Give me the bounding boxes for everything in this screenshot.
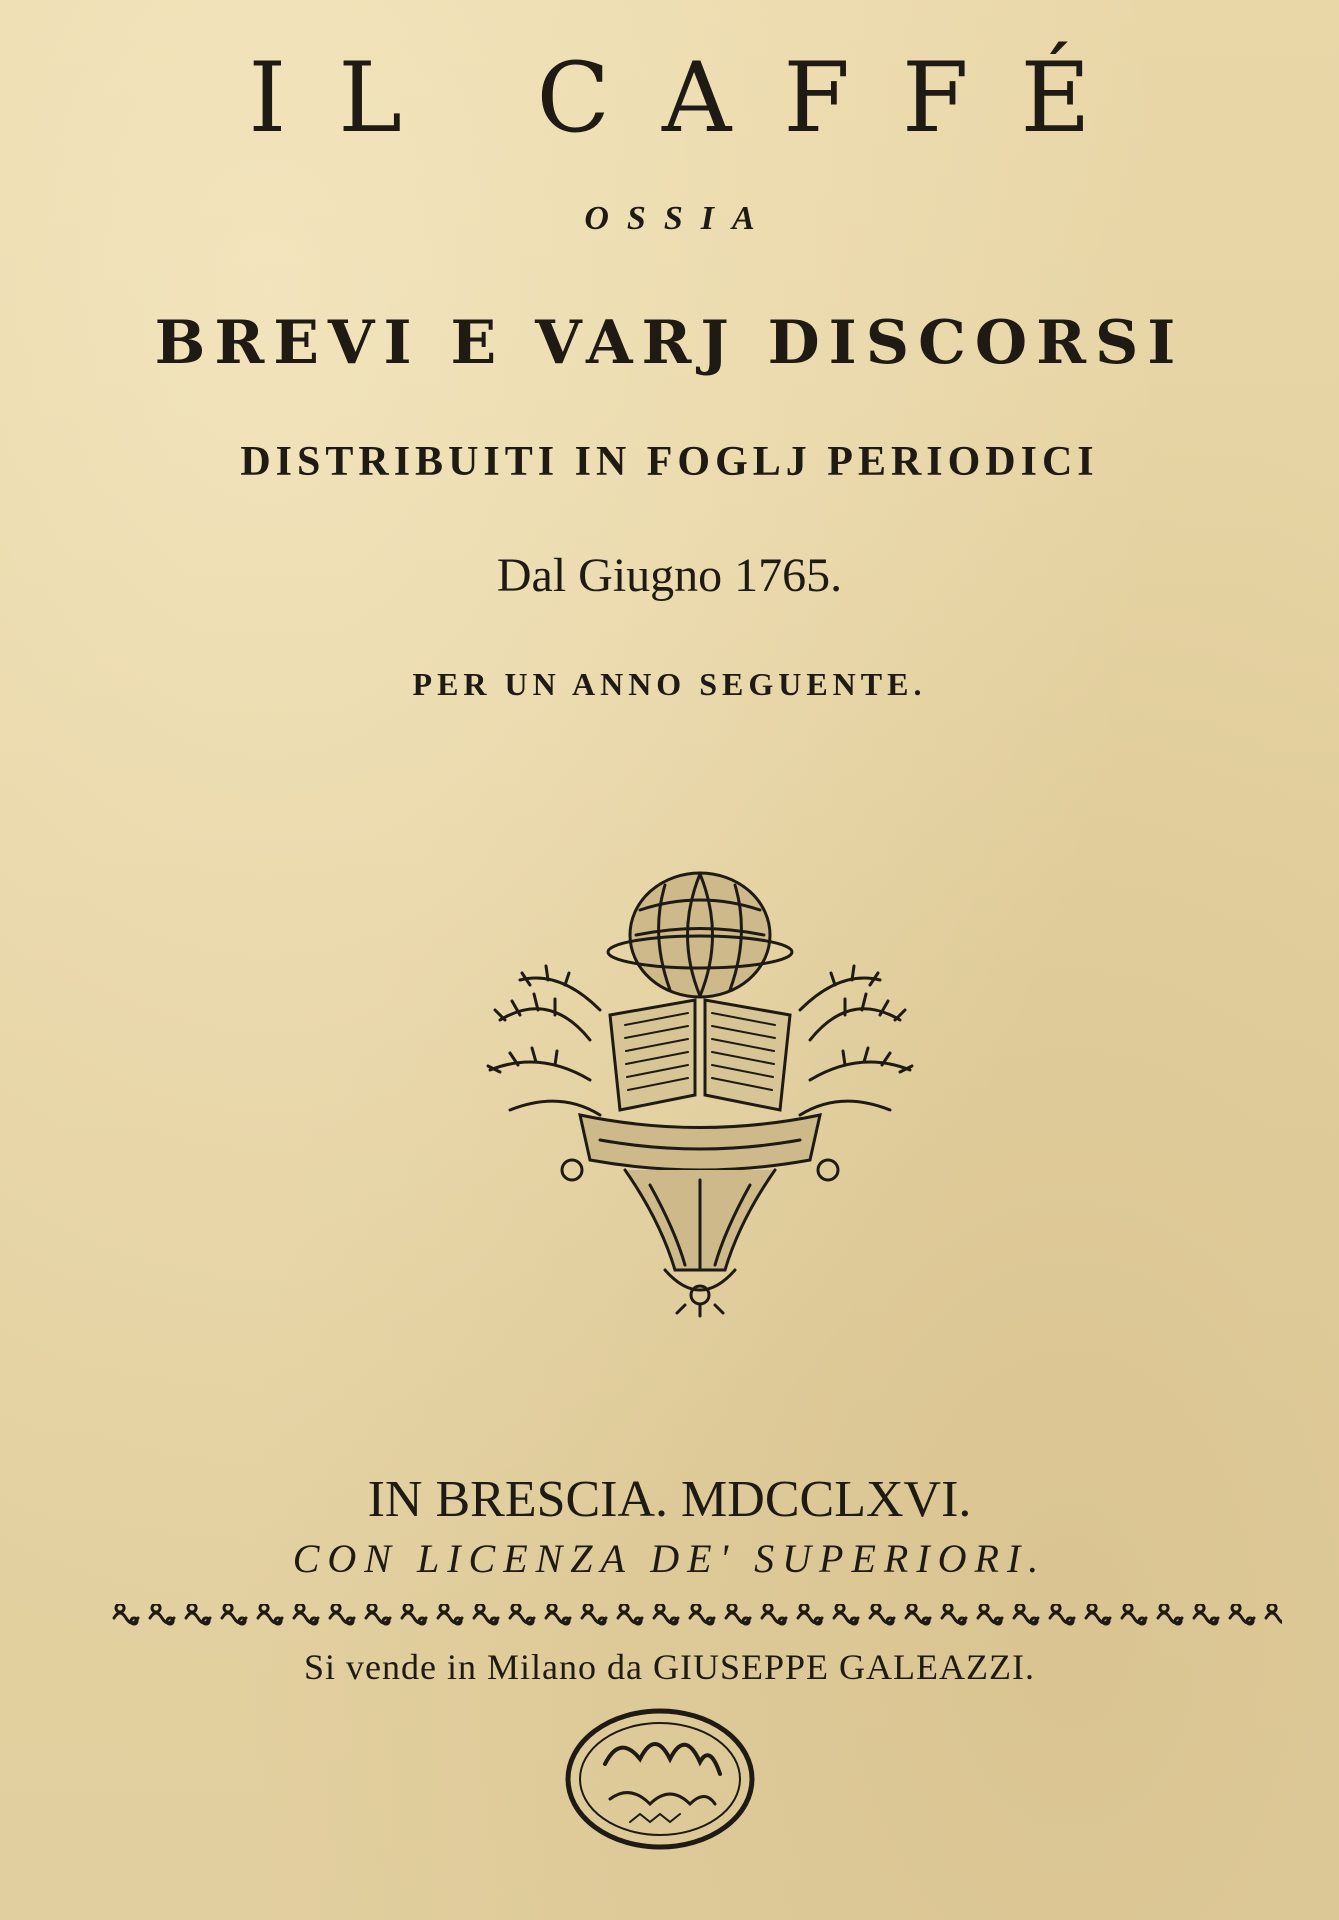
seller-line: Si vende in Milano da GIUSEPPE GALEAZZI.	[304, 1647, 1035, 1687]
globe-and-open-book-emblem-icon	[460, 840, 940, 1320]
distribution-line: DISTRIBUITI IN FOGLJ PERIODICI	[240, 439, 1099, 485]
subtitle: BREVI E VARJ DISCORSI	[154, 308, 1185, 378]
license-line: CON LICENZA DE' SUPERIORI.	[292, 1536, 1047, 1581]
date-line: Dal Giugno 1765.	[496, 549, 843, 602]
ossia-line: OSSIA	[584, 200, 773, 237]
place-and-year: IN BRESCIA. MDCCLXVI.	[367, 1471, 972, 1528]
library-stamp-seal-icon	[560, 1704, 760, 1854]
ornamental-scroll-border-icon	[110, 1604, 1282, 1632]
duration-line: PER UN ANNO SEGUENTE.	[412, 666, 927, 702]
main-title: IL CAFFÉ	[248, 42, 1143, 154]
